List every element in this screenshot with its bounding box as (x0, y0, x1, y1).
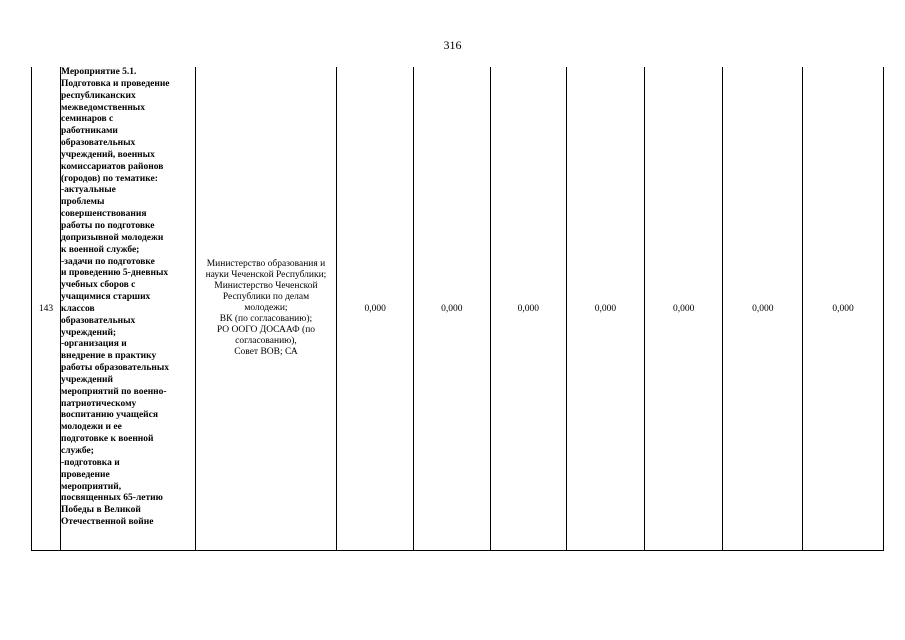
row-number: 143 (32, 67, 61, 551)
value-cell: 0,000 (337, 67, 414, 551)
value-cell: 0,000 (567, 67, 645, 551)
value-cell: 0,000 (723, 67, 803, 551)
activity-description: Мероприятие 5.1. Подготовка и проведение республиканских межведомственных семинаров с работниками образовательных учреждений, военных комиссариатов районов (городов) по тематике: -актуальные проблемы совершенствования работы по подготовке допризывной молодежи к военной службе; -задачи по подготовке и проведению 5-дневных учебных сборов с учащимися старших классов образовательных учреждений; -организация и внедрение в практику работы образовательных учреждений мероприятий по военно- патриотическому воспитанию учащейся молодежи и ее подготовке к военной службе; -подготовка и проведение мероприятий, посвященных 65-летию Победы в Великой Отечественной войне (60, 67, 195, 551)
executors-cell: Министерство образования и науки Чеченской Республики; Министерство Чеченской Республики по делам молодежи; ВК (по согласованию); РО ООГО ДОСААФ (по согласованию), Совет ВОВ; СА (195, 67, 337, 551)
value-cell: 0,000 (490, 67, 567, 551)
page-number: 316 (443, 38, 462, 52)
value-cell: 0,000 (413, 67, 490, 551)
value-cell: 0,000 (644, 67, 723, 551)
table-row (32, 67, 884, 551)
program-table (31, 67, 884, 551)
value-cell: 0,000 (803, 67, 884, 551)
